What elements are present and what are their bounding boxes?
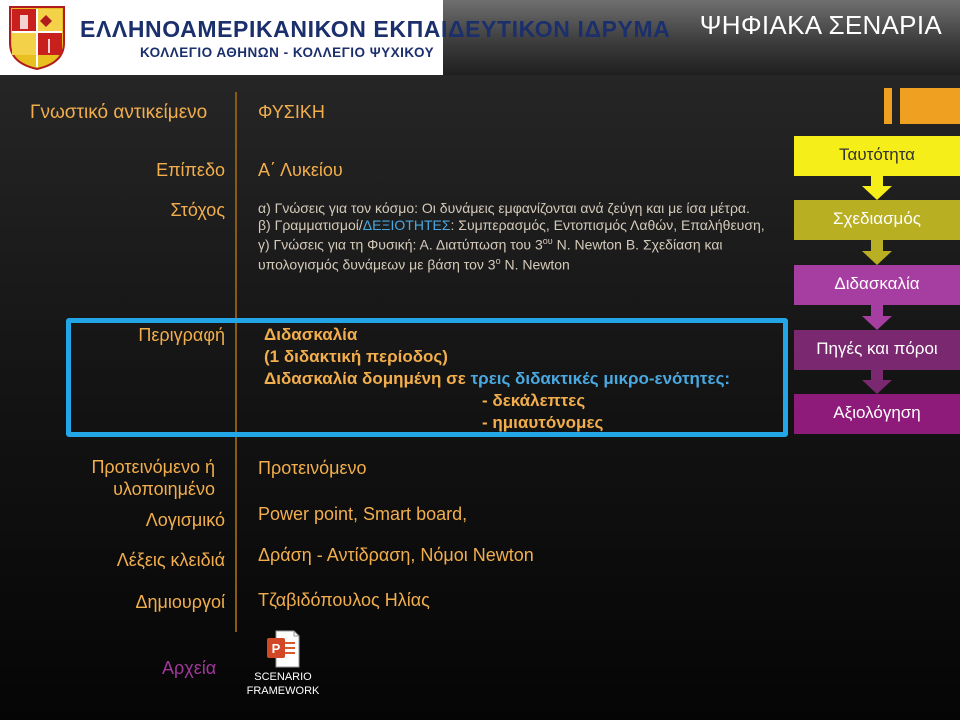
description-text: Διδασκαλία (1 διδακτική περίοδος) Διδασκαλία δομημένη σε τρεις διδακτικές μικρο-ενότητες: - δεκάλεπτες - ημιαυτόνομες (264, 325, 731, 432)
goal-text: α) Γνώσεις για τον κόσμο: Οι δυνάμεις εμφανίζονται ανά ζεύγη και με ίσα μέτρα. β) Γραμματισμοί/ΔΕΞΙΟΤΗΤΕΣ: Συμπερασμός, Εντοπισμός Λαθών, Επαλήθευση, γ) Γνώσεις για τη Φυσική: Α. Διατύπωση του $3^{o\upsilon}$ Ν. Newton Β. Σχεδίαση και υπολογισμός δυνάμεων με βάση τον $3^o$ Ν. Newton (258, 200, 765, 273)
logo-panel (0, 0, 671, 75)
implemented-label: Προτεινόμενο ή υλοποιημένο (91, 457, 215, 499)
level-value: Α΄ Λυκείου (258, 160, 343, 180)
college-name: ΚΟΛΛΕΓΙΟ ΑΘΗΝΩΝ - ΚΟΛΛΕΓΙΟ ΨΥΧΙΚΟΥ (140, 45, 435, 60)
flow-teaching-button[interactable]: Διδασκαλία (794, 265, 960, 305)
files-label: Αρχεία (162, 658, 217, 678)
level-label: Επίπεδο (156, 160, 225, 180)
subject-label: Γνωστικό αντικείμενο (30, 102, 208, 123)
crest-icon (6, 3, 68, 71)
software-label: Λογισμικό (145, 510, 225, 530)
file-name[interactable]: SCENARIO FRAMEWORK (246, 671, 320, 697)
svg-text:P: P (271, 641, 281, 656)
arrow-down-icon (862, 176, 892, 200)
keywords-value: Δράση - Αντίδραση, Νόμοι Newton (258, 545, 534, 565)
powerpoint-file-icon[interactable] (266, 630, 300, 668)
page-title: ΨΗΦΙΑΚΑ ΣΕΝΑΡΙΑ (699, 10, 942, 40)
flow-assessment-button[interactable]: Αξιολόγηση (794, 394, 960, 434)
flow-design-button[interactable]: Σχεδιασμός (794, 200, 960, 240)
flow-sources-button[interactable]: Πηγές και πόροι (794, 330, 960, 370)
goal-label: Στόχος (170, 200, 225, 220)
subject-value: ΦΥΣΙΚΗ (258, 102, 325, 122)
creators-label: Δημιουργοί (135, 592, 225, 612)
arrow-down-icon (862, 305, 892, 330)
description-label: Περιγραφή (138, 325, 225, 345)
creators-value: Τζαβιδόπουλος Ηλίας (258, 590, 430, 610)
arrow-down-icon (862, 370, 892, 394)
implemented-value: Προτεινόμενο (258, 458, 367, 478)
flow-identity-button[interactable]: Ταυτότητα (794, 136, 960, 176)
org-name: ΕΛΛΗΝΟΑΜΕΡΙΚΑΝΙΚΟΝ ΕΚΠΑΙΔΕΥΤΙΚΟΝ ΙΔΡΥΜΑ (80, 16, 671, 42)
arrow-down-icon (862, 240, 892, 265)
keywords-label: Λέξεις κλειδιά (116, 550, 225, 570)
decor-square (884, 88, 892, 124)
software-value: Power point, Smart board, (258, 504, 468, 524)
decor-square (900, 88, 960, 124)
